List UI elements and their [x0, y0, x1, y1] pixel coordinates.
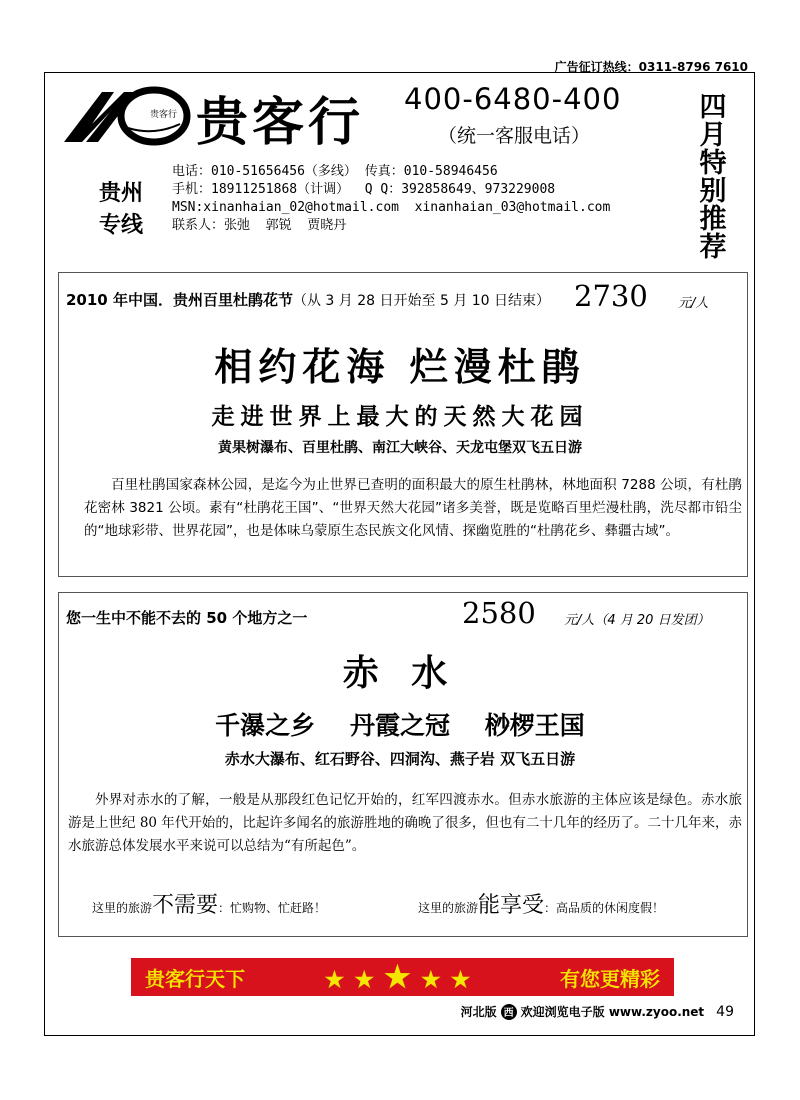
vertical-char: 四 [699, 92, 727, 123]
tagline-right-pre: 这里的旅游 [418, 901, 479, 915]
tour2-price: 2580 [462, 596, 536, 630]
tour1-headline-note: （从 3 月 28 日开始至 5 月 10 日结束） [292, 293, 551, 309]
vertical-char: 推 [699, 204, 727, 235]
tour2-price-unit: 元/人（4 月 20 日发团） [564, 613, 710, 628]
page-footer [461, 1003, 734, 1020]
april-special-vertical-title [690, 94, 736, 262]
tour2-subtitle: 千瀑之乡 丹霞之冠 桫椤王国 [215, 711, 585, 740]
line-name-1: 贵州 [98, 181, 143, 206]
brand-name: 贵客行 [196, 92, 365, 153]
service-phone: 400-6480-400 [404, 82, 622, 116]
vertical-char: 别 [699, 176, 727, 207]
banner-right-text: 有您更精彩 [560, 966, 660, 991]
line-name-2: 专线 [98, 213, 143, 238]
tagline-left-post: ：忙购物、忙赶路！ [218, 901, 327, 915]
tour1-subtitle: 走进世界上最大的天然大花园 [211, 404, 589, 430]
edition-badge-icon: 西 [501, 1004, 517, 1020]
tour2-title: 赤 水 [342, 652, 458, 694]
tour1-title: 相约花海 烂漫杜鹃 [214, 344, 586, 389]
contact-persons: 联系人：张弛 郭锐 贾晓丹 [172, 218, 347, 233]
tour1-headline [66, 289, 550, 310]
contact-msn: MSN:xinanhaian_02@hotmail.com xinanhaian_03@hotmail.com [172, 200, 611, 215]
page-number: 49 [716, 1003, 734, 1020]
tagline-enjoy [418, 888, 664, 919]
tour2-route: 赤水大瀑布、红石野谷、四洞沟、燕子岩 双飞五日游 [224, 750, 576, 768]
tour1-description: 百里杜鹃国家森林公园，是迄今为止世界已查明的面积最大的原生杜鹃林，林地面积 7288 公顷，有杜鹃花密林 3821 公顷。素有“杜鹃花王国”、“世界天然大花园”诸多美誉，既是览略百里烂漫杜鹃，洗尽都市铅尘的“地球彩带、世界花园”，也是体味乌蒙原生态民族文化风情、探幽览胜的“杜鹃花乡、彝疆古域”。 [84, 477, 742, 539]
contact-mobile-qq: 手机：18911251868（计调） Q Q：392858649、973229008 [172, 182, 556, 197]
vertical-char: 特 [699, 148, 727, 179]
contact-phone-fax: 电话：010-51656456（多线） 传真：010-58946456 [172, 164, 498, 179]
tour1-headline-text: 2010 年中国．贵州百里杜鹃花节 [66, 291, 293, 309]
banner-left-text: 贵客行天下 [145, 966, 245, 991]
tagline-left-pre: 这里的旅游 [92, 901, 153, 915]
tour1-price-unit: 元/人 [678, 296, 709, 311]
slogan-banner [131, 958, 674, 996]
tour2-description: 外界对赤水的了解，一般是从那段红色记忆开始的，红军四渡赤水。但赤水旅游的主体应该是绿色。赤水旅游是上世纪 80 年代开始的，比起许多闻名的旅游胜地的确晚了很多，但也有二十几年的经历了。二十几年来，赤水旅游总体发展水平来说可以总结为“有所起色”。 [68, 792, 742, 854]
brand-logo [62, 84, 192, 146]
logo-text: 贵客行 [150, 110, 178, 120]
tagline-left-big: 不需要 [152, 893, 219, 918]
star-row-icon: ★★★★★ [324, 959, 481, 995]
guizhou-line-label [86, 178, 156, 242]
contact-block [172, 163, 610, 235]
service-phone-note: （统一客服电话） [438, 125, 591, 147]
footer-website: 欢迎浏览电子版 www.zyoo.net [520, 1005, 705, 1019]
tagline-right-post: ：高品质的休闲度假！ [544, 901, 665, 915]
tour1-price: 2730 [574, 279, 648, 313]
footer-edition: 河北版 [460, 1005, 497, 1019]
vertical-char: 月 [699, 120, 727, 151]
tour1-route: 黄果树瀑布、百里杜鹃、南江大峡谷、天龙屯堡双飞五日游 [218, 440, 582, 456]
vertical-char: 荐 [699, 232, 727, 263]
tour2-headline: 您一生中不能不去的 50 个地方之一 [66, 609, 308, 627]
tagline-not-needed [92, 888, 326, 919]
ad-hotline: 广告征订热线：0311-8796 7610 [554, 60, 748, 74]
tagline-right-big: 能享受 [478, 893, 545, 918]
